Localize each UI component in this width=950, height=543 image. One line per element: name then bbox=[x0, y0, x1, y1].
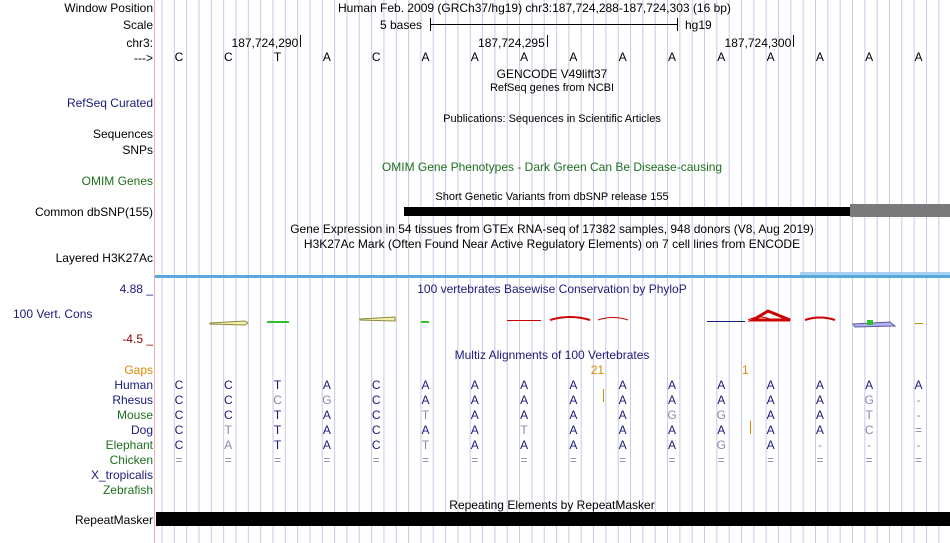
alignment-base: = bbox=[471, 453, 479, 467]
alignment-base: A bbox=[322, 378, 331, 392]
alignment-base: A bbox=[520, 408, 529, 422]
reference-base: A bbox=[520, 50, 529, 64]
alignment-base: A bbox=[815, 408, 824, 422]
alignment-base: T bbox=[421, 408, 430, 422]
alignment-base: = bbox=[520, 453, 528, 467]
strand-label: ---> bbox=[134, 51, 153, 65]
alignment-base: A bbox=[322, 438, 331, 452]
h3k27ac-track-label[interactable]: Layered H3K27Ac bbox=[55, 251, 153, 265]
alignment-base: = bbox=[323, 453, 331, 467]
species-label[interactable]: Chicken bbox=[109, 453, 153, 467]
phylop-min-label: -4.5 _ bbox=[122, 332, 153, 346]
alignment-base: A bbox=[717, 378, 726, 392]
alignment-base: A bbox=[322, 423, 331, 437]
alignment-base: - bbox=[867, 438, 872, 452]
cons-track-label[interactable]: 100 Vert. Cons bbox=[13, 307, 93, 321]
alignment-base: = bbox=[717, 453, 725, 467]
alignment-base: A bbox=[421, 423, 430, 437]
scale-bar bbox=[430, 24, 678, 25]
alignment-base: A bbox=[815, 393, 824, 407]
scale-label: Scale bbox=[122, 18, 153, 32]
alignment-base: C bbox=[371, 438, 381, 452]
reference-base: C bbox=[371, 50, 381, 64]
scale-bar-left-tick bbox=[430, 18, 431, 31]
reference-base: A bbox=[618, 50, 627, 64]
gtex-track-title[interactable]: Gene Expression in 54 tissues from GTEx RNA-seq of 17382 samples, 948 donors (V8, Aug 2019) bbox=[290, 222, 814, 236]
alignment-base: C bbox=[223, 408, 233, 422]
reference-base: A bbox=[470, 50, 479, 64]
alignment-base: A bbox=[717, 423, 726, 437]
alignment-base: A bbox=[569, 408, 578, 422]
alignment-base: C bbox=[371, 393, 381, 407]
alignment-base: C bbox=[174, 393, 184, 407]
alignment-base: A bbox=[470, 423, 479, 437]
chr-label: chr3: bbox=[126, 36, 153, 50]
alignment-base: C bbox=[174, 423, 184, 437]
reference-base: A bbox=[322, 50, 331, 64]
alignment-base: A bbox=[618, 408, 627, 422]
alignment-base: A bbox=[766, 393, 775, 407]
alignment-base: T bbox=[273, 378, 282, 392]
alignment-base: C bbox=[273, 393, 282, 407]
coordinate-tick-label: 187,724,300 bbox=[724, 36, 792, 50]
h3k27ac-track-title[interactable]: H3K27Ac Mark (Often Found Near Active Regulatory Elements) on 7 cell lines from ENCODE bbox=[303, 237, 801, 251]
window-position-label: Window Position bbox=[64, 1, 153, 15]
alignment-base: T bbox=[224, 423, 232, 437]
alignment-base: - bbox=[916, 408, 921, 422]
alignment-base: C bbox=[371, 408, 381, 422]
window-position-text: Human Feb. 2009 (GRCh37/hg19) chr3:187,724,288-187,724,303 (16 bp) bbox=[338, 1, 731, 15]
alignment-base: T bbox=[421, 438, 430, 452]
alignment-base: C bbox=[174, 378, 184, 392]
alignment-base: A bbox=[815, 423, 824, 437]
alignment-base: C bbox=[371, 423, 381, 437]
alignment-base: = bbox=[175, 453, 183, 467]
alignment-base: = bbox=[224, 453, 232, 467]
alignment-base: C bbox=[223, 393, 233, 407]
alignment-base: A bbox=[421, 393, 430, 407]
refseq-track-label[interactable]: RefSeq Curated bbox=[66, 96, 153, 110]
scale-assembly: hg19 bbox=[685, 18, 712, 32]
alignment-base: A bbox=[520, 438, 529, 452]
alignment-base: - bbox=[916, 438, 921, 452]
phylop-track-title[interactable]: 100 vertebrates Basewise Conservation by PhyloP bbox=[417, 282, 687, 296]
coordinate-tick-mark bbox=[793, 35, 794, 47]
alignment-base: A bbox=[815, 378, 824, 392]
alignment-base: C bbox=[174, 438, 184, 452]
insertion-mark bbox=[750, 421, 751, 434]
phylop-max-label: 4.88 _ bbox=[119, 282, 153, 296]
alignment-base: A bbox=[618, 378, 627, 392]
gap-count: 1 bbox=[741, 363, 749, 377]
insertion-mark bbox=[603, 389, 604, 402]
alignment-base: A bbox=[470, 378, 479, 392]
alignment-base: = bbox=[569, 453, 577, 467]
alignment-base: C bbox=[223, 378, 233, 392]
repeatmasker-track-label[interactable]: RepeatMasker bbox=[74, 513, 153, 527]
reference-base: A bbox=[766, 50, 775, 64]
alignment-base: G bbox=[716, 438, 726, 452]
dbsnp-track-label[interactable]: Common dbSNP(155) bbox=[34, 205, 153, 219]
alignment-base: A bbox=[667, 423, 676, 437]
alignment-base: T bbox=[273, 438, 282, 452]
coordinate-tick-label: 187,724,290 bbox=[231, 36, 299, 50]
gap-count: 21 bbox=[590, 363, 605, 377]
alignment-base: A bbox=[569, 423, 578, 437]
reference-base: C bbox=[223, 50, 233, 64]
alignment-base: A bbox=[766, 378, 775, 392]
gaps-label: Gaps bbox=[124, 363, 153, 377]
reference-sequence bbox=[0, 50, 950, 64]
alignment-base: A bbox=[865, 378, 874, 392]
alignment-base: T bbox=[520, 423, 528, 437]
alignment-base: = bbox=[619, 453, 627, 467]
alignment-base: A bbox=[667, 378, 676, 392]
scale-text: 5 bases bbox=[380, 18, 423, 32]
reference-base: A bbox=[667, 50, 676, 64]
reference-base: A bbox=[914, 50, 923, 64]
alignment-base: = bbox=[274, 453, 282, 467]
alignment-base: = bbox=[421, 453, 429, 467]
coordinate-tick-mark bbox=[300, 35, 301, 47]
species-label[interactable]: Mouse bbox=[116, 408, 153, 422]
reference-base: A bbox=[569, 50, 578, 64]
species-label[interactable]: X_tropicalis bbox=[90, 468, 153, 482]
alignment-base: T bbox=[865, 408, 873, 422]
scale-bar-right-tick bbox=[677, 18, 678, 31]
coordinate-tick-mark bbox=[547, 35, 548, 47]
snps-track-label[interactable]: SNPs bbox=[122, 143, 153, 157]
alignment-base: A bbox=[667, 438, 676, 452]
omim-track-title[interactable]: OMIM Gene Phenotypes - Dark Green Can Be Disease-causing bbox=[381, 160, 723, 174]
alignment-base: C bbox=[864, 423, 874, 437]
alignment-base: A bbox=[618, 393, 627, 407]
alignment-base: G bbox=[716, 408, 726, 422]
alignment-base: = bbox=[767, 453, 775, 467]
alignment-base: C bbox=[371, 378, 381, 392]
alignment-base: A bbox=[520, 393, 529, 407]
alignment-base: A bbox=[520, 378, 529, 392]
alignment-base: = bbox=[865, 453, 873, 467]
dbsnp-track-title[interactable]: Short Genetic Variants from dbSNP release 155 bbox=[435, 191, 669, 203]
publications-track-title[interactable]: Publications: Sequences in Scientific Articles bbox=[443, 113, 661, 125]
refseq-track-subtitle[interactable]: RefSeq genes from NCBI bbox=[489, 82, 615, 94]
alignment-base: = bbox=[668, 453, 676, 467]
sequences-track-label[interactable]: Sequences bbox=[92, 127, 153, 141]
reference-base: A bbox=[815, 50, 824, 64]
alignment-base: A bbox=[766, 423, 775, 437]
alignment-base: T bbox=[273, 408, 282, 422]
alignment-base: A bbox=[717, 393, 726, 407]
species-label[interactable]: Dog bbox=[130, 423, 153, 437]
alignment-base: A bbox=[766, 408, 775, 422]
alignment-base: C bbox=[174, 408, 184, 422]
alignment-base: A bbox=[766, 438, 775, 452]
alignment-base: G bbox=[667, 408, 677, 422]
alignment-base: A bbox=[322, 408, 331, 422]
reference-base: A bbox=[865, 50, 874, 64]
alignment-base: = bbox=[914, 453, 922, 467]
alignment-base: - bbox=[817, 438, 822, 452]
alignment-base: A bbox=[224, 438, 233, 452]
alignment-base: - bbox=[916, 393, 921, 407]
h3k27ac-signal-line bbox=[155, 275, 950, 278]
alignment-base: A bbox=[569, 378, 578, 392]
gaps-row bbox=[0, 363, 950, 377]
alignment-base: A bbox=[618, 438, 627, 452]
alignment-base: A bbox=[569, 438, 578, 452]
reference-base: A bbox=[421, 50, 430, 64]
alignment-base: = bbox=[914, 423, 922, 437]
species-label[interactable]: Human bbox=[114, 378, 153, 392]
omim-track-label[interactable]: OMIM Genes bbox=[81, 174, 153, 188]
phylop-baseline-marks bbox=[210, 311, 923, 327]
alignment-base: A bbox=[569, 393, 578, 407]
phylop-wiggle[interactable] bbox=[155, 298, 950, 333]
gencode-track-title[interactable]: GENCODE V49lift37 bbox=[496, 67, 608, 81]
alignment-base: A bbox=[667, 393, 676, 407]
label-margin-divider bbox=[154, 0, 155, 543]
alignment-base: A bbox=[470, 438, 479, 452]
multiz-track-title[interactable]: Multiz Alignments of 100 Vertebrates bbox=[454, 348, 650, 362]
reference-base: T bbox=[273, 50, 282, 64]
coordinate-tick-label: 187,724,295 bbox=[478, 36, 545, 50]
repeatmasker-feature-bar[interactable] bbox=[156, 512, 950, 526]
alignment-base: = bbox=[816, 453, 824, 467]
reference-base: C bbox=[174, 50, 184, 64]
alignment-base: T bbox=[273, 423, 282, 437]
species-label[interactable]: Elephant bbox=[105, 438, 153, 452]
alignment-base: A bbox=[470, 393, 479, 407]
alignment-base: A bbox=[914, 378, 923, 392]
species-label[interactable]: Zebrafish bbox=[102, 483, 153, 497]
alignment-base: A bbox=[470, 408, 479, 422]
reference-base: A bbox=[717, 50, 726, 64]
alignment-base: A bbox=[618, 423, 627, 437]
alignment-base: = bbox=[372, 453, 380, 467]
repeatmasker-track-title[interactable]: Repeating Elements by RepeatMasker bbox=[449, 498, 655, 512]
alignment-base: A bbox=[421, 378, 430, 392]
h3k27ac-signal-line-light bbox=[800, 272, 950, 275]
alignment-base: G bbox=[864, 393, 874, 407]
species-label[interactable]: Rhesus bbox=[112, 393, 153, 407]
dbsnp-feature-bar-grey[interactable] bbox=[850, 204, 950, 217]
alignment-base: G bbox=[322, 393, 332, 407]
